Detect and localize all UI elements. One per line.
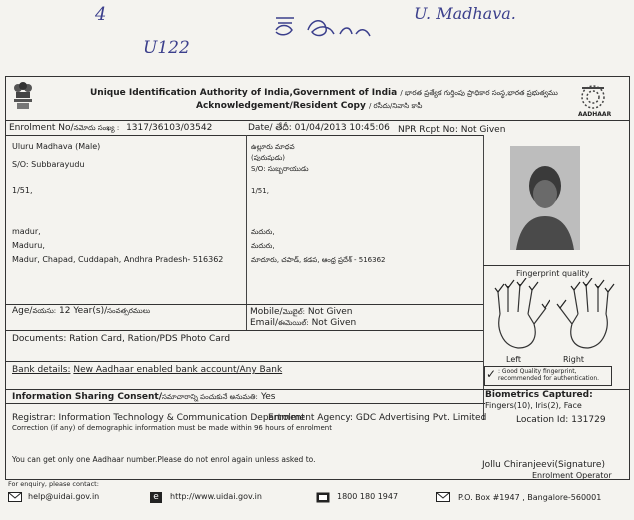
enrolment-row: Enrolment No/నమోదు సంఖ్య : 1317/36103/03542 [9, 123, 213, 133]
column-divider-1 [246, 135, 247, 330]
biometrics-value: Fingers(10), Iris(2), Face [485, 401, 582, 410]
enquiry-label: For enquiry, please contact: [8, 480, 99, 488]
header-divider [5, 120, 629, 121]
age-top-border [5, 304, 483, 305]
resident-locality-en: madur, [12, 227, 41, 236]
location-field: Location Id: 131729 [516, 415, 606, 425]
resident-relation-en: S/O: Subbarayudu [12, 160, 85, 169]
fingerprint-top-border [483, 265, 629, 266]
resident-village-local: మదురు, [251, 242, 275, 250]
date-field: Date/ తేదీ: 01/04/2013 10:45:06 [248, 123, 390, 133]
enquiry-email[interactable]: help@uidai.gov.in [28, 492, 100, 501]
resident-name-local: ఉల్లూరు మాధవ [251, 143, 295, 151]
npr-field: NPR Rcpt No: Not Given [398, 125, 506, 135]
resident-village-en: Maduru, [12, 241, 45, 250]
fingerprint-legend-text: : Good Quality fingerprint, recommended for authentication. [498, 368, 600, 382]
bank-top-border [5, 361, 483, 362]
hand-right-icon [556, 278, 616, 354]
enquiry-post: P.O. Box #1947 , Bangalore-560001 [458, 493, 602, 502]
emblem-icon [11, 80, 35, 112]
aadhaar-logo-icon [570, 84, 616, 110]
web-icon: e [150, 492, 162, 503]
resident-relation-local: S/O: సుబ్బరాయుడు [251, 165, 309, 173]
resident-top-border [5, 135, 483, 136]
resident-name-en: Uluru Madhava (Male) [12, 142, 101, 151]
header-subtitle: Acknowledgement/Resident Copy / రసీదు/నివాసి కాపీ [196, 101, 423, 111]
resident-locality-local: మదురు, [251, 228, 275, 236]
registrar-top-border [5, 403, 485, 404]
mobile-field: Mobile/మొబైల్: Not Given [250, 307, 353, 317]
correction-note: Correction (if any) of demographic information must be made within 96 hours of enrolment [12, 424, 332, 432]
aadhaar-logo-text: AADHAAR [578, 111, 612, 118]
post-icon [436, 492, 450, 502]
handwritten-code: U122 [143, 38, 190, 58]
operator-role: Enrolment Operator [532, 471, 612, 480]
header-title: Unique Identification Authority of India,Government of India / భారత ప్రత్యేక గుర్తింపు ప్రాధికార సంస్థ,భారత ప్రభుత్వము [90, 88, 558, 98]
resident-photo [510, 146, 580, 250]
info-sharing-field: Information Sharing Consent/సమాచారాన్ని పంచుకునే అనుమతి: Yes [12, 392, 276, 402]
registrar-field: Registrar: Information Technology & Communication Department [12, 413, 305, 423]
bank-field: Bank details: New Aadhaar enabled bank account/Any Bank [12, 365, 283, 375]
age-field: Age/వయసు: 12 Year(s)/సంవత్సరములు [12, 306, 151, 316]
email-field: Email/ఈమెయిల్: Not Given [250, 318, 357, 328]
check-icon: ✓ [486, 367, 497, 381]
mail-icon [8, 492, 22, 502]
handwritten-name: U. Madhava. [414, 4, 516, 23]
biometrics-label: Biometrics Captured: [485, 390, 593, 400]
enquiry-phone: 1800 180 1947 [337, 492, 399, 501]
enquiry-web[interactable]: http://www.uidai.gov.in [170, 492, 262, 501]
documents-field: Documents: Ration Card, Ration/PDS Photo Card [12, 334, 231, 344]
handwritten-mark-4: 4 [95, 4, 107, 25]
fingerprint-right-label: Right [563, 355, 585, 364]
enrolment-agency-field: Enrolment Agency: GDC Advertising Pvt. Limited [268, 413, 487, 423]
handwritten-signature [268, 10, 378, 42]
resident-house-en: 1/51, [12, 186, 33, 195]
hand-left-icon [490, 278, 550, 354]
phone-icon [316, 492, 330, 503]
fingerprint-left-label: Left [506, 355, 522, 364]
documents-top-border [5, 330, 483, 331]
resident-address-en: Madur, Chapad, Cuddapah, Andhra Pradesh- 516362 [12, 255, 224, 264]
operator-name: Jollu Chiranjeevi(Signature) [482, 460, 605, 470]
resident-house-local: 1/51, [251, 187, 269, 195]
single-aadhaar-note: You can get only one Aadhaar number.Please do not enrol again unless asked to. [12, 455, 316, 464]
resident-address-local: మాదూరు, చపాడ్, కడప, ఆంధ్ర ప్రదేశ్ - 516362 [251, 256, 386, 264]
fingerprint-title: Fingerprint quality [516, 269, 590, 278]
resident-gender-local: (పురుషుడు) [251, 154, 286, 162]
